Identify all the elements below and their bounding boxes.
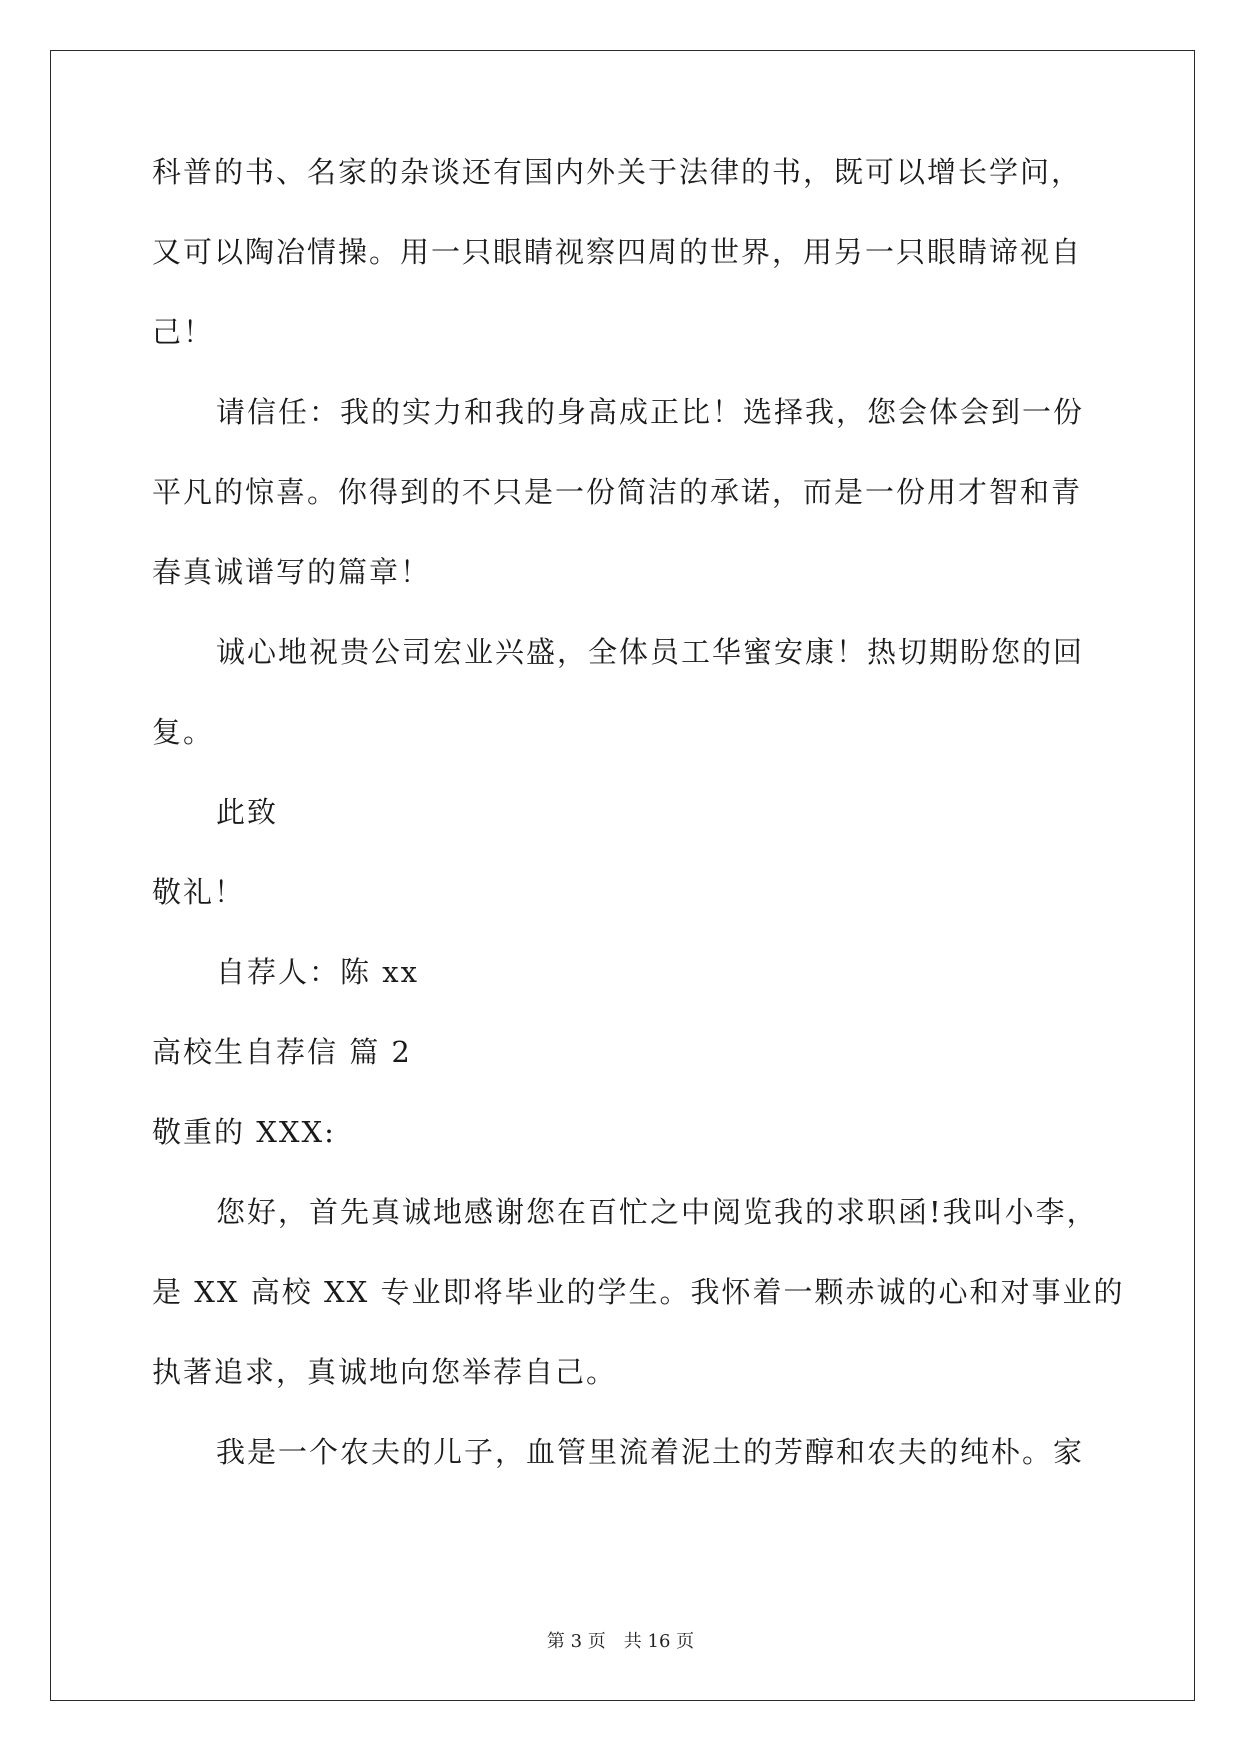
text-line: 己！ bbox=[152, 315, 215, 349]
text-line: 是 XX 高校 XX 专业即将毕业的学生。我怀着一颗赤诚的心和对事业的 bbox=[152, 1275, 1125, 1309]
signature-line: 自荐人：陈 xx bbox=[216, 955, 419, 989]
closing-phrase: 此致 bbox=[216, 795, 279, 829]
text-line: 我是一个农夫的儿子，血管里流着泥土的芳醇和农夫的纯朴。家 bbox=[216, 1435, 1085, 1469]
closing-salute: 敬礼！ bbox=[152, 875, 246, 909]
page-number: 第 3 页 bbox=[546, 1631, 606, 1652]
salutation: 敬重的 XXX: bbox=[152, 1115, 336, 1149]
text-line: 又可以陶冶情操。用一只眼睛视察四周的世界，用另一只眼睛谛视自 bbox=[152, 235, 1083, 269]
page-footer bbox=[0, 1627, 1241, 1653]
text-line: 请信任：我的实力和我的身高成正比！选择我，您会体会到一份 bbox=[216, 395, 1085, 429]
text-line: 执著追求，真诚地向您举荐自己。 bbox=[152, 1355, 618, 1389]
document-body bbox=[152, 148, 1125, 1508]
section-title: 高校生自荐信 篇 2 bbox=[152, 1035, 412, 1069]
text-line: 科普的书、名家的杂谈还有国内外关于法律的书，既可以增长学问， bbox=[152, 155, 1083, 189]
page-total: 共 16 页 bbox=[623, 1631, 695, 1652]
text-line: 平凡的惊喜。你得到的不只是一份简洁的承诺，而是一份用才智和青 bbox=[152, 475, 1083, 509]
text-line: 您好，首先真诚地感谢您在百忙之中阅览我的求职函!我叫小李， bbox=[216, 1195, 1098, 1229]
text-line: 复。 bbox=[152, 715, 215, 749]
text-line: 春真诚谱写的篇章！ bbox=[152, 555, 432, 589]
text-line: 诚心地祝贵公司宏业兴盛，全体员工华蜜安康！热切期盼您的回 bbox=[216, 635, 1085, 669]
